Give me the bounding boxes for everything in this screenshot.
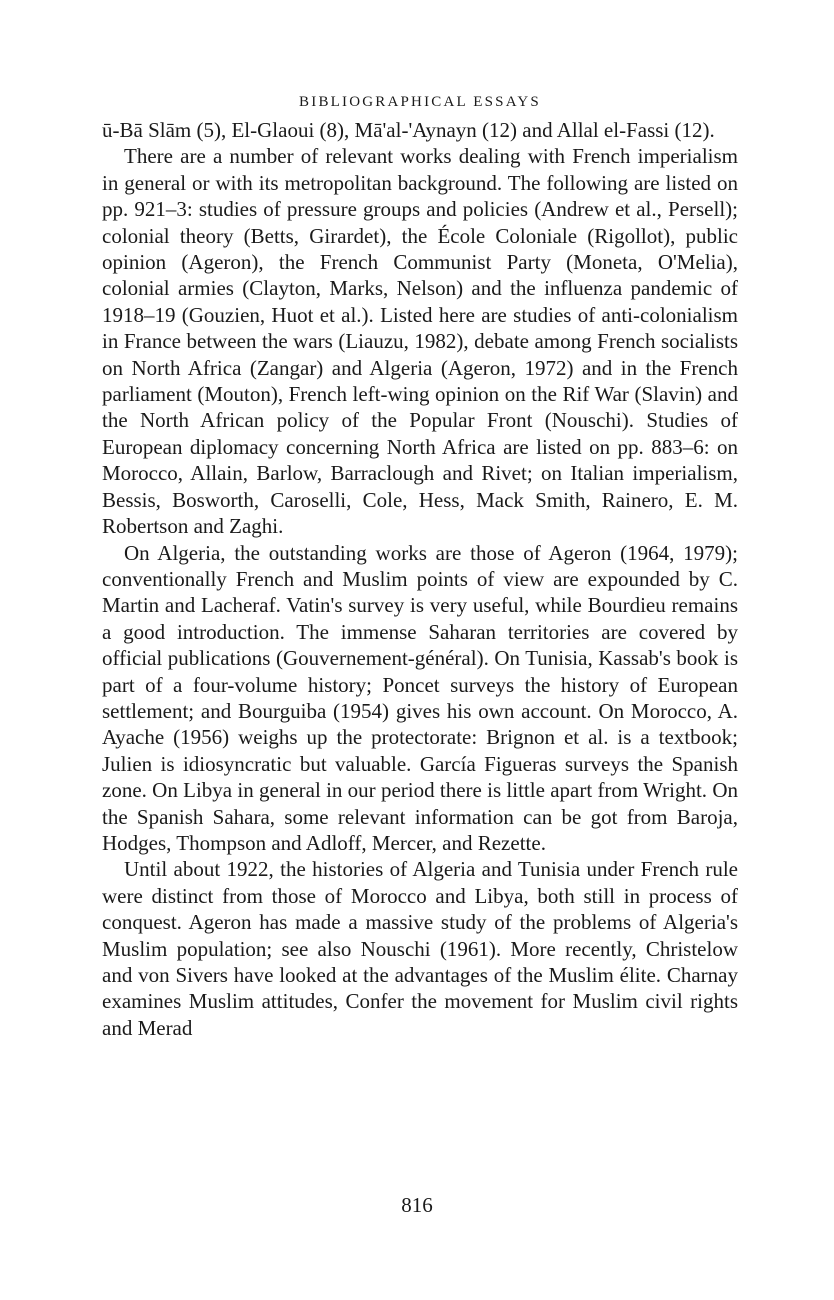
paragraph-2: There are a number of relevant works dealing with French imperialism in general or with its metropolitan background. The following are listed on pp. 921–3: studies of pressure groups and policies (Andrew et al., Persell); colonial theory (Betts, Girardet), the École Coloniale (Rigollot), public opinion (Ageron), the French Communist Party (Moneta, O'Melia), colonial armies (Clayton, Marks, Nelson) and the influenza pandemic of 1918–19 (Gouzien, Huot et al.). Listed here are studies of anti-colonialism in France between the wars (Liauzu, 1982), debate among French socialists on North Africa (Zangar) and Algeria (Ageron, 1972) and in the French parliament (Mouton), French left-wing opinion on the Rif War (Slavin) and the North African policy of the Popular Front (Nouschi). Studies of European diplomacy concerning North Africa are listed on pp. 883–6: on Morocco, Allain, Barlow, Barraclough and Rivet; on Italian imperialism, Bessis, Bosworth, Caroselli, Cole, Hess, Mack Smith, Rainero, E. M. Robertson and Zaghi. <box>102 144 738 539</box>
paragraph-1: ū-Bā Slām (5), El-Glaoui (8), Mā'al-'Aynayn (12) and Allal el-Fassi (12). <box>102 118 715 142</box>
paragraph-4: Until about 1922, the histories of Algeria and Tunisia under French rule were distinct from those of Morocco and Libya, both still in process of conquest. Ageron has made a massive study of the problems of Algeria's Muslim population; see also Nouschi (1961). More recently, Christelow and von Sivers have looked at the advantages of the Muslim élite. Charnay examines Muslim attitudes, Confer the movement for Muslim civil rights and Merad <box>102 857 738 1040</box>
page-content <box>102 94 738 1041</box>
text-body <box>102 117 738 1041</box>
paragraph-3: On Algeria, the outstanding works are those of Ageron (1964, 1979); conventionally French and Muslim points of view are expounded by C. Martin and Lacheraf. Vatin's survey is very useful, while Bourdieu remains a good introduction. The immense Saharan territories are covered by official publications (Gouvernement-général). On Tunisia, Kassab's book is part of a four-volume history; Poncet surveys the history of European settlement; and Bourguiba (1954) gives his own account. On Morocco, A. Ayache (1956) weighs up the protectorate: Brignon et al. is a textbook; Julien is idiosyncratic but valuable. García Figueras surveys the Spanish zone. On Libya in general in our period there is little apart from Wright. On the Spanish Sahara, some relevant information can be got from Baroja, Hodges, Thompson and Adloff, Mercer, and Rezette. <box>102 540 738 855</box>
page-number: 816 <box>401 1193 433 1217</box>
running-head: BIBLIOGRAPHICAL ESSAYS <box>299 94 541 110</box>
